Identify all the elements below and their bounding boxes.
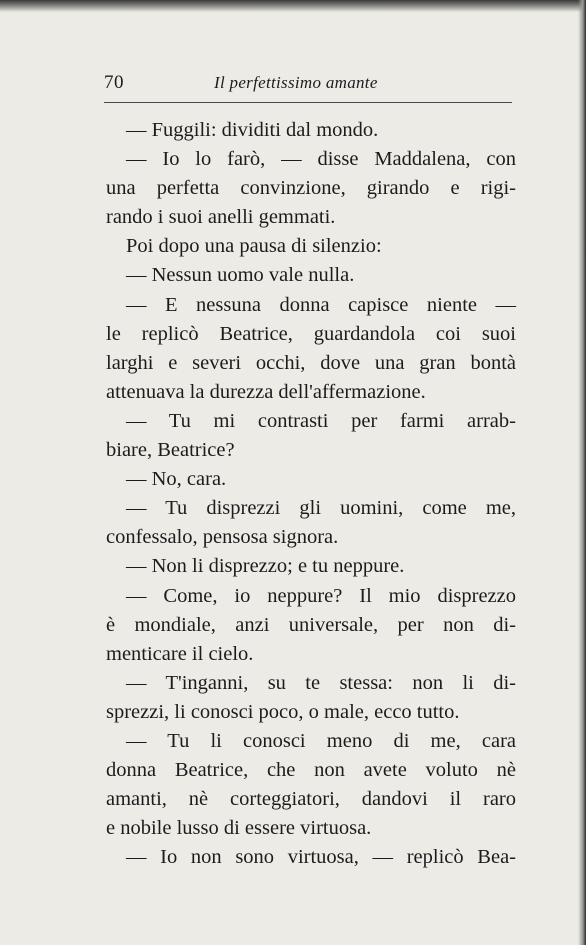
text-line: — Tu disprezzi gli uomini, come me, — [126, 497, 516, 520]
text-line: — Non li disprezzo; e tu neppure. — [126, 555, 405, 578]
text-line: attenuava la durezza dell'affermazione. — [106, 380, 426, 403]
text-line: e nobile lusso di essere virtuosa. — [106, 817, 372, 840]
text-line: Poi dopo una pausa di silenzio: — [126, 235, 382, 258]
text-line: è mondiale, anzi universale, per non di- — [106, 613, 516, 636]
text-line: — Io non sono virtuosa, — replicò Bea- — [126, 846, 516, 869]
text-line: — Come, io neppure? Il mio disprezzo — [126, 584, 516, 607]
text-line: donna Beatrice, che non avete voluto nè — [106, 759, 516, 782]
running-title: Il perfettissimo amante — [214, 73, 378, 92]
scan-right-edge-shadow — [578, 0, 586, 945]
text-line: — No, cara. — [126, 468, 227, 491]
text-line: larghi e severi occhi, dove una gran bontà — [106, 351, 516, 374]
text-line: rando i suoi anelli gemmati. — [106, 206, 336, 229]
text-line: — Fuggili: dividiti dal mondo. — [126, 119, 379, 141]
text-line: le replicò Beatrice, guardandola coi suoi — [106, 322, 516, 345]
text-line: — Io lo farò, — disse Maddalena, con — [126, 148, 516, 171]
text-line: menticare il cielo. — [106, 642, 254, 665]
scan-top-edge-shadow — [0, 0, 586, 12]
text-line: una perfetta convinzione, girando e rigi- — [106, 177, 516, 200]
text-line: — Tu li conosci meno di me, cara — [126, 729, 516, 752]
text-line: — T'inganni, su te stessa: non li di- — [126, 671, 516, 694]
text-line: biare, Beatrice? — [106, 439, 235, 462]
text-line: amanti, nè corteggiatori, dandovi il raro — [106, 788, 516, 811]
page-header — [104, 68, 512, 98]
text-line: — E nessuna donna capisce niente — — [126, 293, 516, 316]
body-text — [106, 116, 516, 872]
page-number: 70 — [104, 72, 124, 93]
text-line: sprezzi, li conosci poco, o male, ecco tutto. — [106, 700, 460, 723]
text-line: — Tu mi contrasti per farmi arrab- — [126, 409, 516, 432]
text-line: confessalo, pensosa signora. — [106, 526, 339, 549]
header-rule — [104, 102, 512, 103]
text-line: — Nessun uomo vale nulla. — [126, 264, 355, 287]
